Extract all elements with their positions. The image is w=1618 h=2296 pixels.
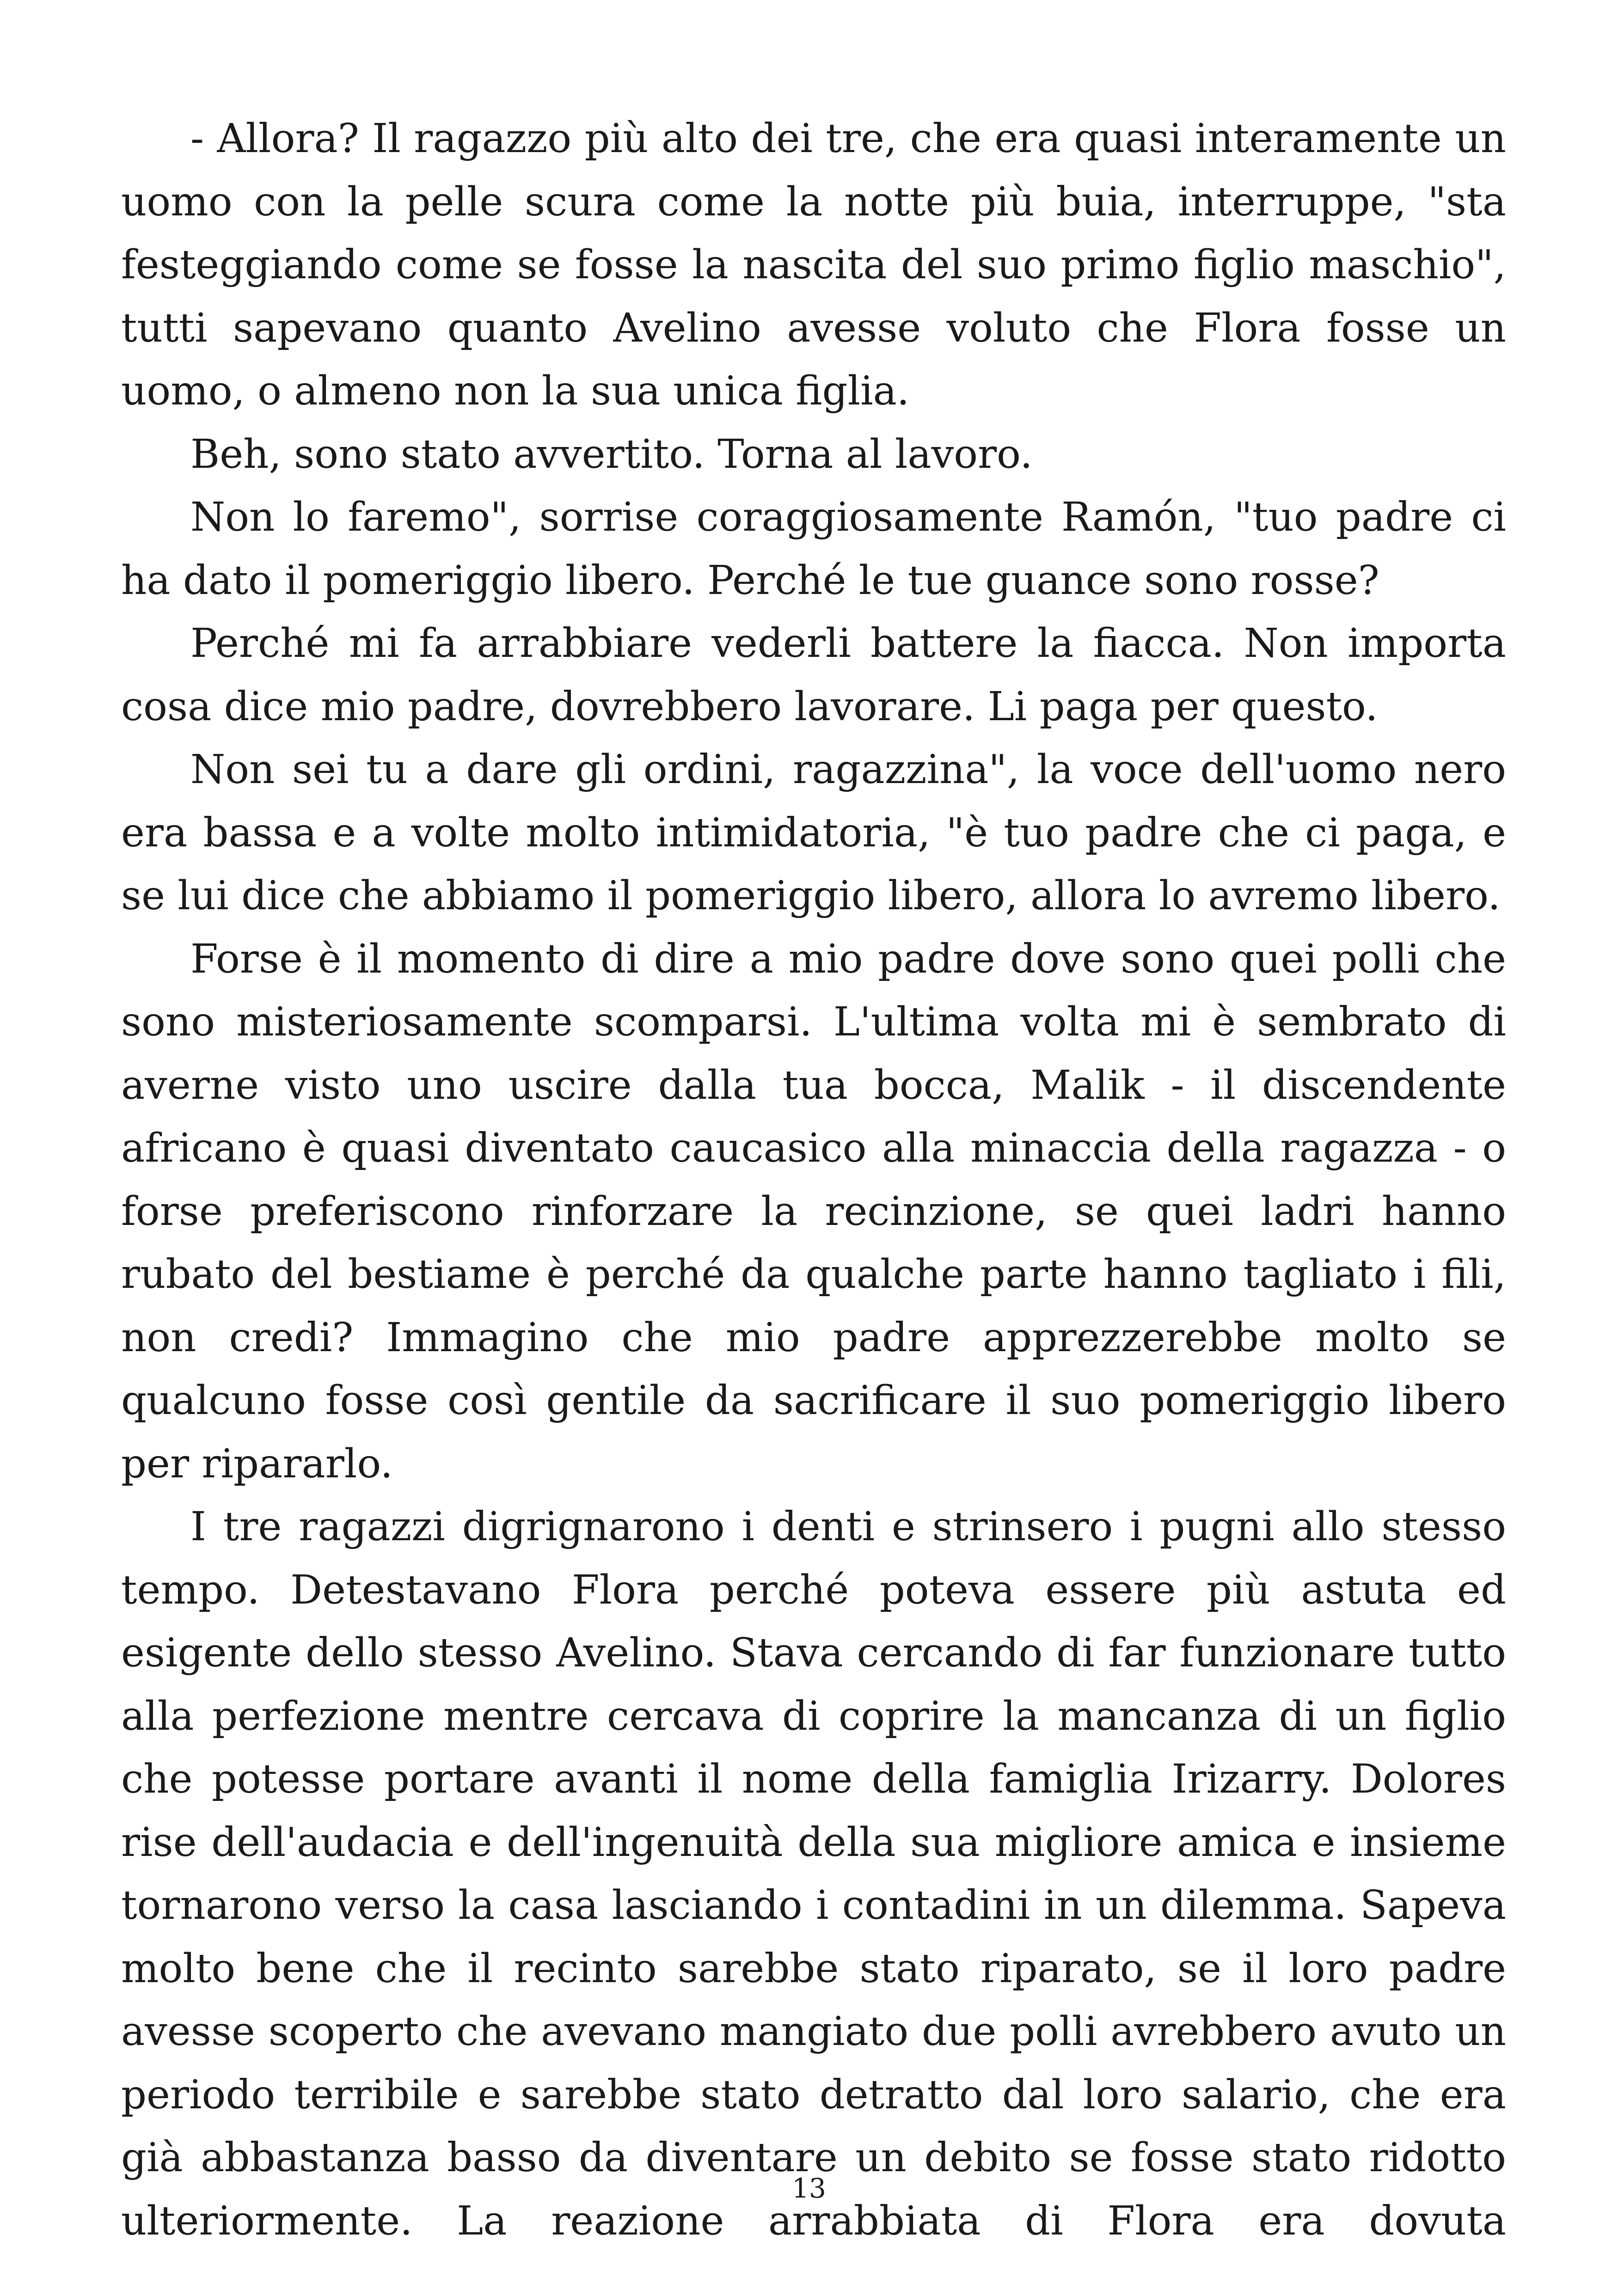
page-body [121, 107, 1506, 2253]
paragraph-3: Non lo faremo", sorrise coraggiosamente Ramón, "tuo padre ci ha dato il pomeriggio libero. Perché le tue guance sono rosse? [121, 494, 1506, 604]
paragraph-4: Perché mi fa arrabbiare vederli battere la fiacca. Non importa cosa dice mio padre, dovrebbero lavorare. Li paga per questo. [121, 620, 1506, 730]
paragraph-1: - Allora? Il ragazzo più alto dei tre, che era quasi interamente un uomo con la pelle scura come la notte più buia, interruppe, "sta festeggiando come se fosse la nascita del suo primo figlio maschio", tutti sapevano quanto Avelino avesse voluto che Flora fosse un uomo, o almeno non la sua unica figlia. [121, 116, 1506, 414]
paragraph-5: Non sei tu a dare gli ordini, ragazzina", la voce dell'uomo nero era bassa e a volte molto intimidatoria, "è tuo padre che ci paga, e se lui dice che abbiamo il pomeriggio libero, allora lo avremo libero. [121, 747, 1506, 919]
paragraph-2: Beh, sono stato avvertito. Torna al lavoro. [190, 431, 1033, 478]
page-number: 13 [792, 2173, 826, 2204]
paragraph-6: Forse è il momento di dire a mio padre dove sono quei polli che sono misteriosamente scomparsi. L'ultima volta mi è sembrato di averne visto uno uscire dalla tua bocca, Malik - il discendente africano è quasi diventato caucasico alla minaccia della ragazza - o forse preferiscono rinforzare la recinzione, se quei ladri hanno rubato del bestiame è perché da qualche parte hanno tagliato i fili, non credi? Immagino che mio padre apprezzerebbe molto se qualcuno fosse così gentile da sacrificare il suo pomeriggio libero per ripararlo. [121, 936, 1506, 1487]
paragraph-7: I tre ragazzi digrignarono i denti e strinsero i pugni allo stesso tempo. Detestavano Flora perché poteva essere più astuta ed esigente dello stesso Avelino. Stava cercando di far funzionare tutto alla perfezione mentre cercava di coprire la mancanza di un figlio che potesse portare avanti il nome della famiglia Irizarry. Dolores rise dell'audacia e dell'ingenuità della sua migliore amica e insieme tornarono verso la casa lasciando i contadini in un dilemma. Sapeva molto bene che il recinto sarebbe stato riparato, se il loro padre avesse scoperto che avevano mangiato due polli avrebbero avuto un periodo terribile e sarebbe stato detratto dal loro salario, che era già abbastanza basso da diventare un debito se fosse stato ridotto ulteriormente. La reazione arrabbiata di Flora era dovuta [121, 1504, 1506, 2244]
